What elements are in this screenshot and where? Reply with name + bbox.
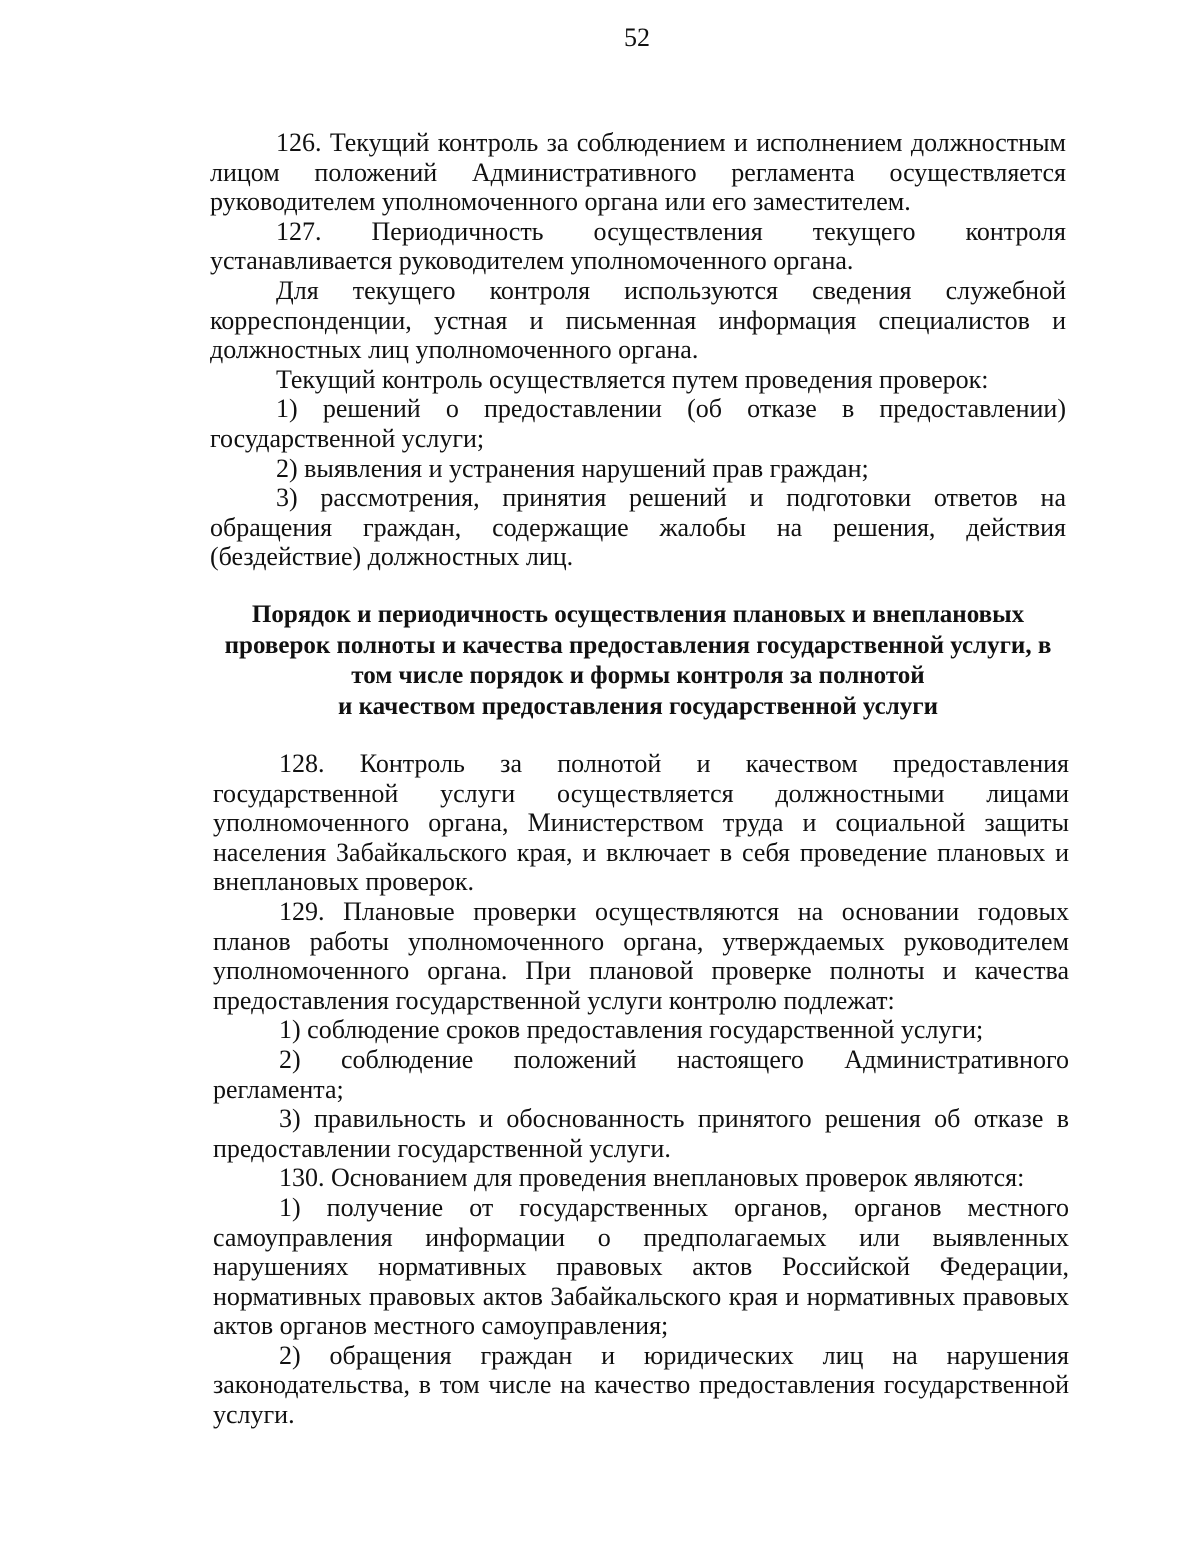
text-section-current-control (210, 128, 1066, 572)
list-item-1: 1) соблюдение сроков предоставления государственной услуги; (279, 1015, 984, 1045)
paragraph-sources: Для текущего контроля используются сведения служебной корреспонденции, устная и письменная информация специалистов и должностных лиц уполномоченного органа. (210, 275, 1066, 365)
text-section-quality-control (213, 749, 1069, 1430)
list-item-2: 2) соблюдение положений настоящего Административного регламента; (213, 1044, 1069, 1104)
list-item-3: 3) рассмотрения, принятия решений и подготовки ответов на обращения граждан, содержащие жалобы на решения, действия (бездействие) должностных лиц. (210, 483, 1066, 572)
paragraph-128: 128. Контроль за полнотой и качеством предоставления государственной услуги осуществляется должностными лицами уполномоченного органа, Министерством труда и социальной защиты населения Забайкальского края, и включает в себя проведение плановых и внеплановых проверок. (213, 749, 1069, 897)
list-item-2: 2) обращения граждан и юридических лиц на нарушения законодательства, в том числе на качество предоставления государственной услуги. (213, 1340, 1069, 1430)
heading-line: том числе порядок и формы контроля за полнотой (351, 662, 925, 689)
heading-line: проверок полноты и качества предоставления государственной услуги, в (224, 631, 1052, 659)
list-item-1: 1) решений о предоставлении (об отказе в предоставлении) государственной услуги; (210, 394, 1066, 453)
heading-line: и качеством предоставления государственной услуги (338, 692, 938, 720)
list-item-1: 1) получение от государственных органов, органов местного самоуправления информации о предполагаемых или выявленных нарушениях нормативных правовых актов Российской Федерации, нормативных правовых актов Забайкальского края и нормативных правовых актов органов местного самоуправления; (213, 1192, 1069, 1341)
paragraph-129: 129. Плановые проверки осуществляются на основании годовых планов работы уполномоченного органа, утверждаемых руководителем уполномоченного органа. При плановой проверке полноты и качества предоставления государственной услуги контролю подлежат: (213, 896, 1069, 1015)
paragraph-130: 130. Основанием для проведения внеплановых проверок являются: (279, 1163, 1025, 1193)
list-item-2: 2) выявления и устранения нарушений прав граждан; (276, 453, 869, 483)
paragraph-127: 127. Периодичность осуществления текущего контроля устанавливается руководителем уполномоченного органа. (210, 216, 1066, 276)
paragraph-checks-intro: Текущий контроль осуществляется путем проведения проверок: (276, 364, 989, 394)
section-heading (200, 600, 1076, 722)
heading-line: Порядок и периодичность осуществления плановых и внеплановых (251, 601, 1025, 628)
page-number: 52 (624, 23, 650, 52)
paragraph-126: 126. Текущий контроль за соблюдением и исполнением должностным лицом положений Административного регламента осуществляется руководителем уполномоченного органа или его заместителем. (210, 128, 1066, 217)
list-item-3: 3) правильность и обоснованность принятого решения об отказе в предоставлении государственной услуги. (213, 1104, 1069, 1163)
